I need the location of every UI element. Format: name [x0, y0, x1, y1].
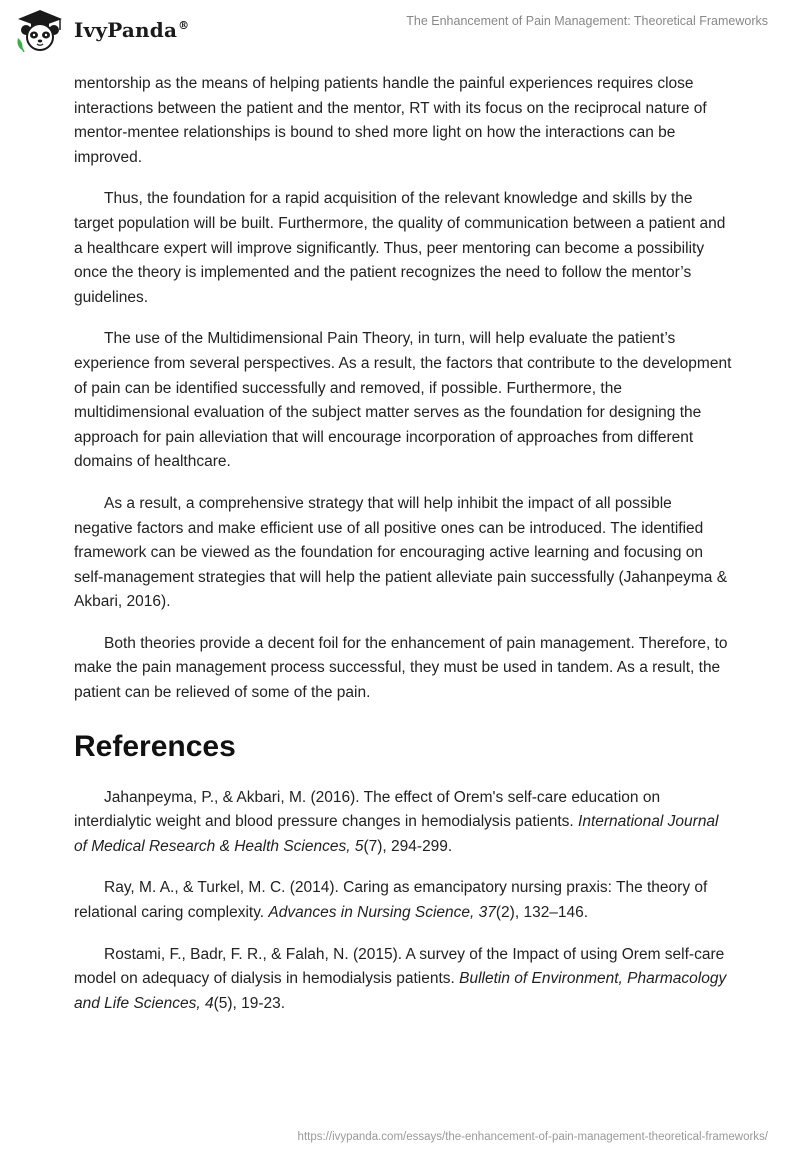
- paragraph: Thus, the foundation for a rapid acquisition of the relevant knowledge and skills by the target population will be built. Furthermore, the quality of communication between a patient and a healthcare expert will improve significantly. Thus, peer mentoring can become a possibility once the theory is implemented and the patient recognizes the need to follow the mentor’s guidelines.: [74, 190, 726, 306]
- reference-issue-pages: (5), 19-23.: [213, 994, 286, 1012]
- brand-name: IvyPanda®: [74, 18, 190, 42]
- page-header: [0, 0, 800, 70]
- reference-entry: [74, 876, 734, 925]
- document-title: The Enhancement of Pain Management: Theoretical Frameworks: [406, 14, 768, 28]
- reference-text: Jahanpeyma, P., & Akbari, M. (2016). The effect of Orem's self-care education on interdialytic weight and blood pressure changes in hemodialysis patients.: [74, 788, 661, 831]
- source-url[interactable]: https://ivypanda.com/essays/the-enhancement-of-pain-management-theoretical-frameworks/: [297, 1131, 768, 1143]
- reference-text: Rostami, F., Badr, F. R., & Falah, N. (2015). A survey of the Impact of using Orem self-care model on adequacy of dialysis in hemodialysis patients.: [74, 945, 725, 988]
- ivypanda-logo[interactable]: [14, 8, 189, 52]
- paragraph: mentorship as the means of helping patients handle the painful experiences requires close interactions between the patient and the mentor, RT with its focus on the reciprocal nature of mentor-mentee relationships is bound to shed more light on how the interactions can be improved.: [74, 75, 707, 166]
- reference-text: Ray, M. A., & Turkel, M. C. (2014). Caring as emancipatory nursing praxis: The theory of relational caring complexity.: [74, 879, 708, 922]
- reference-issue-pages: (7), 294-299.: [363, 837, 453, 855]
- reference-entry: [74, 786, 734, 860]
- registered-mark: ®: [178, 19, 190, 33]
- paragraph: As a result, a comprehensive strategy that will help inhibit the impact of all possible negative factors and make efficient use of all positive ones can be introduced. The identified framework can be viewed as the foundation for encouraging active learning and focusing on self-management strategies that will help the patient alleviate pain successfully (Jahanpeyma & Akbari, 2016).: [74, 494, 728, 611]
- reference-journal: Bulletin of Environment, Pharmacology and Life Sciences, 4: [74, 970, 727, 1012]
- reference-issue-pages: (2), 132–146.: [495, 904, 589, 922]
- essay-body: [74, 72, 734, 1033]
- references-heading: References: [74, 729, 236, 763]
- reference-journal: Advances in Nursing Science, 37: [268, 904, 496, 922]
- reference-journal: International Journal of Medical Research & Health Sciences, 5: [74, 813, 719, 855]
- paragraph: Both theories provide a decent foil for the enhancement of pain management. Therefore, to make the pain management process successful, they must be used in tandem. As a result, the patient can be relieved of some of the pain.: [74, 634, 728, 702]
- panda-graduate-icon: [14, 8, 66, 52]
- paragraph: The use of the Multidimensional Pain Theory, in turn, will help evaluate the patient’s experience from several perspectives. As a result, the factors that contribute to the development of pain can be identified successfully and removed, if possible. Furthermore, the multidimensional evaluation of the subject matter serves as the foundation for designing the approach for pain alleviation that will encourage incorporation of approaches from different domains of healthcare.: [74, 330, 732, 471]
- reference-entry: [74, 943, 734, 1017]
